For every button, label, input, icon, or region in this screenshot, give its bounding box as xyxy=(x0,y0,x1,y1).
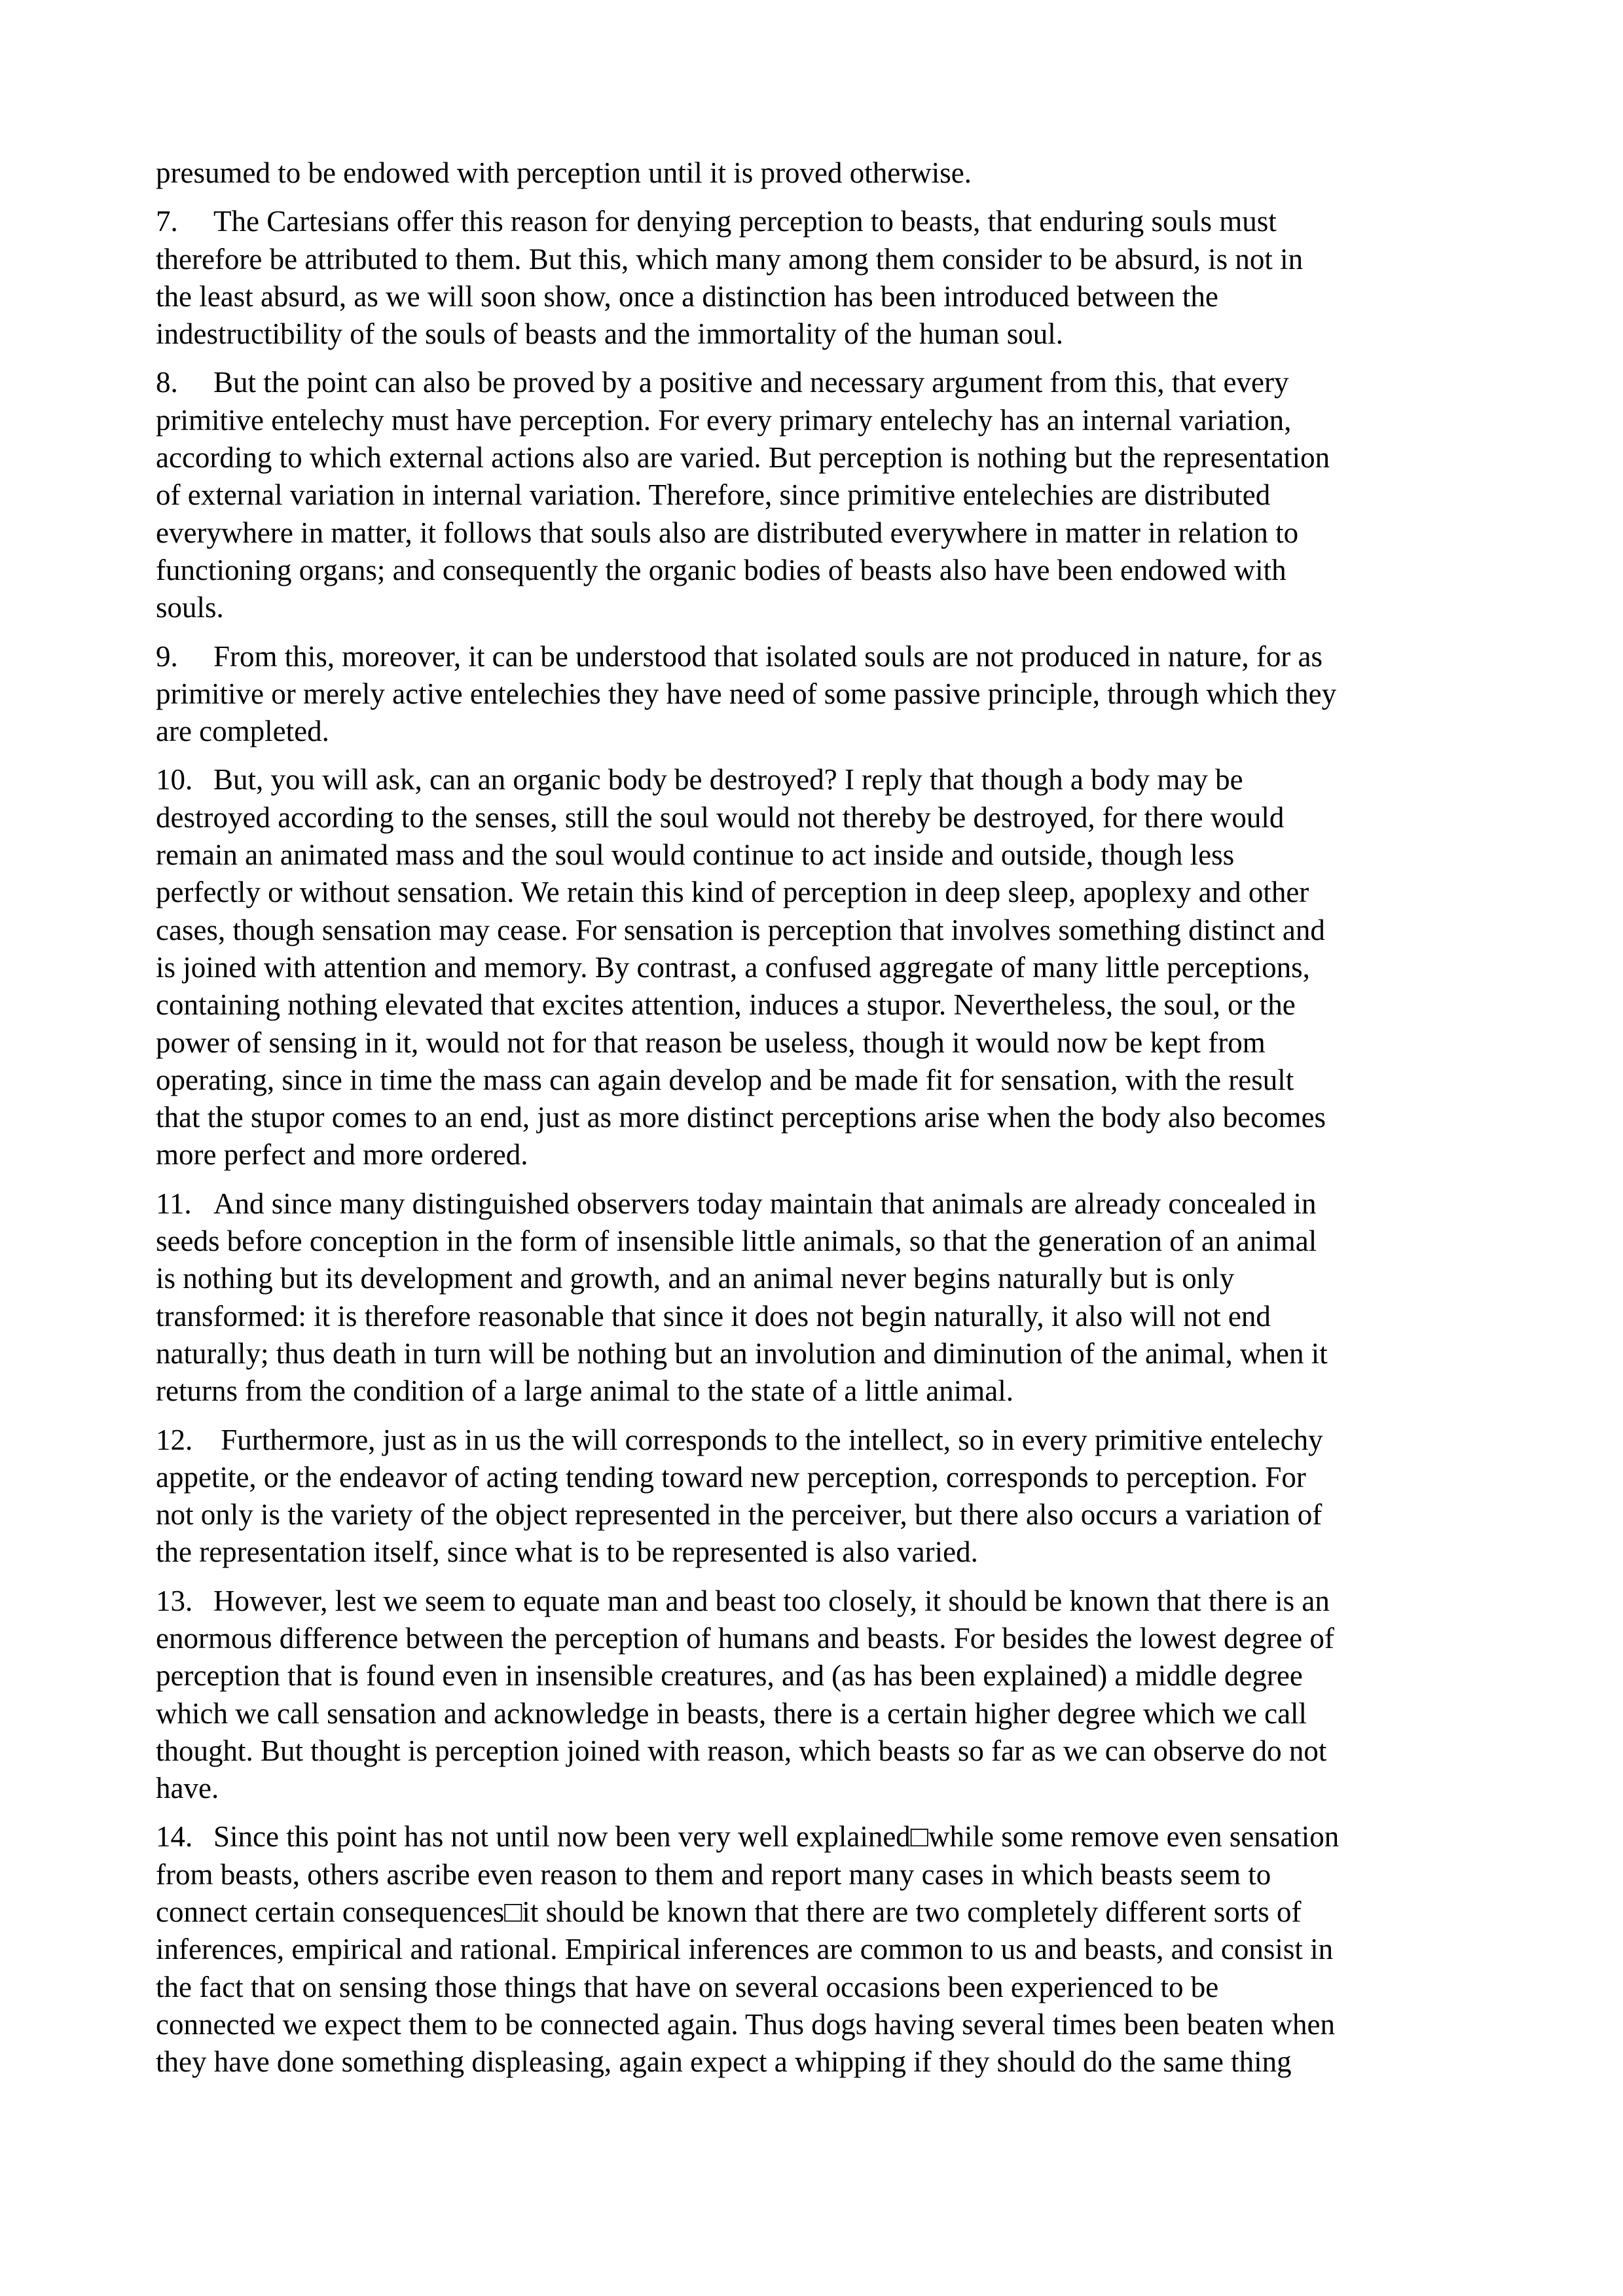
paragraph-number: 13. xyxy=(156,1584,193,1617)
line-text: primitive entelechy must have perception. For every primary entelechy has an internal variation, xyxy=(156,403,1292,437)
text-line xyxy=(156,514,1486,552)
line-text: therefore be attributed to them. But this, which many among them consider to be absurd, is not in xyxy=(156,242,1304,276)
line-text: returns from the condition of a large animal to the state of a little animal. xyxy=(156,1374,1014,1408)
text-line xyxy=(156,1260,1486,1297)
text-line xyxy=(156,1496,1486,1534)
paragraph xyxy=(156,1583,1486,1808)
text-line xyxy=(156,1024,1486,1062)
line-text: is joined with attention and memory. By contrast, a confused aggregate of many little perceptions, xyxy=(156,950,1310,984)
text-line xyxy=(156,1931,1486,1968)
text-line xyxy=(156,1062,1486,1099)
text-line xyxy=(156,2043,1486,2081)
line-text: containing nothing elevated that excites attention, induces a stupor. Nevertheless, the soul, or the xyxy=(156,988,1296,1022)
document-body xyxy=(156,154,1486,2092)
paragraph-number: 8. xyxy=(156,366,178,399)
text-line xyxy=(156,439,1486,476)
line-text: are completed. xyxy=(156,715,329,748)
paragraph xyxy=(156,761,1486,1174)
line-text: And since many distinguished observers today maintain that animals are already concealed in xyxy=(213,1187,1317,1220)
line-text: presumed to be endowed with perception until it is proved otherwise. xyxy=(156,156,972,189)
text-line xyxy=(156,2006,1486,2043)
line-text: destroyed according to the senses, still the soul would not thereby be destroyed, for there would xyxy=(156,800,1285,834)
text-line xyxy=(156,836,1486,874)
line-text: perfectly or without sensation. We retain this kind of perception in deep sleep, apoplexy and other xyxy=(156,876,1309,909)
text-line xyxy=(156,1583,1486,1620)
line-text: cases, though sensation may cease. For sensation is perception that involves something distinct and xyxy=(156,913,1325,946)
line-text: the least absurd, as we will soon show, once a distinction has been introduced between the xyxy=(156,279,1218,313)
text-line xyxy=(156,1534,1486,1571)
line-text: connect certain consequences□it should be known that there are two completely different sorts of xyxy=(156,1895,1302,1929)
line-text: But the point can also be proved by a positive and necessary argument from this, that every xyxy=(213,366,1289,399)
text-line xyxy=(156,1099,1486,1136)
paragraph-number: 14. xyxy=(156,1820,193,1854)
line-text: not only is the variety of the object represented in the perceiver, but there also occurs a variation of xyxy=(156,1498,1322,1532)
line-text: primitive or merely active entelechies they have need of some passive principle, through which they xyxy=(156,677,1337,710)
line-text: enormous difference between the perception of humans and beasts. For besides the lowest degree of xyxy=(156,1621,1334,1655)
line-text: have. xyxy=(156,1772,219,1805)
line-text: souls. xyxy=(156,591,224,624)
line-text: connected we expect them to be connected again. Thus dogs having several times been beaten when xyxy=(156,2007,1336,2041)
line-text: appetite, or the endeavor of acting tending toward new perception, corresponds to perception. For xyxy=(156,1460,1306,1494)
text-line xyxy=(156,675,1486,713)
line-text: from beasts, others ascribe even reason to them and report many cases in which beasts seem to xyxy=(156,1857,1271,1891)
text-line xyxy=(156,364,1486,401)
line-text: inferences, empirical and rational. Empirical inferences are common to us and beasts, and consist in xyxy=(156,1933,1334,1966)
line-text: Since this point has not until now been very well explained□while some remove even sensation xyxy=(213,1820,1340,1854)
paragraph-number: 12. xyxy=(156,1423,193,1456)
line-text: However, lest we seem to equate man and beast too closely, it should be known that there is an xyxy=(213,1584,1330,1617)
text-line xyxy=(156,1620,1486,1657)
text-line xyxy=(156,713,1486,750)
paragraph-number: 10. xyxy=(156,763,193,797)
text-line xyxy=(156,912,1486,949)
text-line xyxy=(156,1136,1486,1174)
text-line xyxy=(156,1770,1486,1807)
line-text: of external variation in internal variation. Therefore, since primitive entelechies are distributed xyxy=(156,478,1271,512)
line-text: more perfect and more ordered. xyxy=(156,1138,528,1172)
text-line xyxy=(156,874,1486,911)
text-line xyxy=(156,638,1486,675)
line-text: naturally; thus death in turn will be nothing but an involution and diminution of the animal, when it xyxy=(156,1336,1328,1370)
line-text: that the stupor comes to an end, just as more distinct perceptions arise when the body also becomes xyxy=(156,1101,1326,1134)
text-line xyxy=(156,1372,1486,1410)
text-line xyxy=(156,1185,1486,1223)
paragraph xyxy=(156,364,1486,626)
line-text: power of sensing in it, would not for that reason be useless, though it would now be kept from xyxy=(156,1026,1266,1059)
line-text: indestructibility of the souls of beasts and the immortality of the human soul. xyxy=(156,317,1064,351)
paragraph-number: 7. xyxy=(156,205,178,238)
text-line xyxy=(156,241,1486,278)
text-line xyxy=(156,761,1486,798)
paragraph-number: 9. xyxy=(156,639,178,673)
text-line xyxy=(156,1335,1486,1372)
line-text: But, you will ask, can an organic body be destroyed? I reply that though a body may be xyxy=(213,763,1243,797)
text-line xyxy=(156,278,1486,315)
text-line xyxy=(156,154,1486,192)
paragraph xyxy=(156,638,1486,751)
line-text: transformed: it is therefore reasonable that since it does not begin naturally, it also will not end xyxy=(156,1299,1271,1333)
paragraph xyxy=(156,203,1486,353)
line-text: they have done something displeasing, again expect a whipping if they should do the same thing xyxy=(156,2045,1292,2079)
paragraph-number: 11. xyxy=(156,1187,192,1220)
text-line xyxy=(156,1459,1486,1496)
paragraph xyxy=(156,154,1486,192)
text-line xyxy=(156,1298,1486,1335)
text-line xyxy=(156,1657,1486,1695)
text-line xyxy=(156,949,1486,986)
line-text: From this, moreover, it can be understood that isolated souls are not produced in nature, for as xyxy=(213,639,1323,673)
line-text: perception that is found even in insensible creatures, and (as has been explained) a middle degree xyxy=(156,1659,1303,1693)
line-text: thought. But thought is perception joined with reason, which beasts so far as we can observe do not xyxy=(156,1734,1327,1767)
line-text: The Cartesians offer this reason for denying perception to beasts, that enduring souls must xyxy=(213,205,1277,238)
text-line xyxy=(156,589,1486,626)
text-line xyxy=(156,476,1486,514)
paragraph xyxy=(156,1818,1486,2081)
line-text: seeds before conception in the form of insensible little animals, so that the generation of an animal xyxy=(156,1225,1317,1258)
paragraph xyxy=(156,1185,1486,1410)
line-text: which we call sensation and acknowledge in beasts, there is a certain higher degree which we call xyxy=(156,1696,1307,1730)
line-text: everywhere in matter, it follows that souls also are distributed everywhere in matter in relation to xyxy=(156,516,1299,549)
line-text: according to which external actions also are varied. But perception is nothing but the representation xyxy=(156,441,1330,475)
line-text: the representation itself, since what is to be represented is also varied. xyxy=(156,1535,978,1569)
line-text: remain an animated mass and the soul would continue to act inside and outside, though less xyxy=(156,838,1235,872)
text-line xyxy=(156,203,1486,240)
line-text: functioning organs; and consequently the organic bodies of beasts also have been endowed with xyxy=(156,553,1286,586)
text-line xyxy=(156,1893,1486,1931)
text-line xyxy=(156,1422,1486,1459)
text-line xyxy=(156,552,1486,589)
text-line xyxy=(156,1856,1486,1893)
line-text: is nothing but its development and growth, and an animal never begins naturally but is only xyxy=(156,1262,1235,1295)
text-line xyxy=(156,799,1486,836)
line-text: Furthermore, just as in us the will corresponds to the intellect, so in every primitive entelechy xyxy=(213,1423,1323,1456)
text-line xyxy=(156,1732,1486,1770)
paragraph xyxy=(156,1422,1486,1571)
text-line xyxy=(156,402,1486,439)
text-line xyxy=(156,986,1486,1024)
line-text: the fact that on sensing those things that have on several occasions been experienced to be xyxy=(156,1970,1219,2003)
text-line xyxy=(156,1969,1486,2006)
text-line xyxy=(156,315,1486,353)
text-line xyxy=(156,1818,1486,1856)
text-line xyxy=(156,1223,1486,1260)
text-line xyxy=(156,1695,1486,1732)
line-text: operating, since in time the mass can again develop and be made fit for sensation, with the result xyxy=(156,1063,1294,1096)
